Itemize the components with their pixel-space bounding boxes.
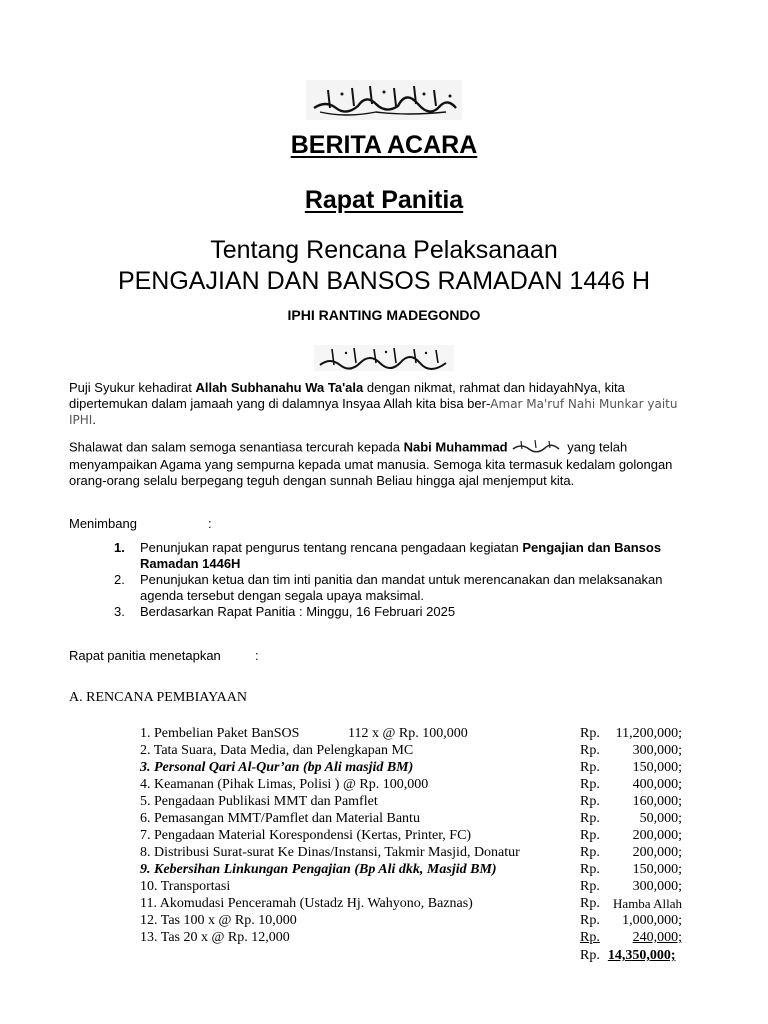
list-item-text: Penunjukan ketua dan tim inti panitia dan mandat untuk merencanakan dan melaksanakan agenda tersebut dengan segala upaya maksimal. <box>140 572 663 603</box>
topic-line-2: PENGAJIAN DAN BANSOS RAMADAN 1446 H <box>117 267 651 295</box>
basmalah-calligraphy <box>306 80 462 120</box>
budget-item-amount: 150,000; <box>632 862 682 877</box>
shalawat-text-bold: Nabi Muhammad <box>403 439 508 455</box>
budget-row <box>140 742 690 759</box>
list-item <box>114 604 674 620</box>
budget-total <box>580 948 676 964</box>
budget-row <box>140 759 690 776</box>
considering-colon: : <box>208 516 212 531</box>
opening-text-c: . <box>92 412 96 427</box>
list-item <box>114 540 674 572</box>
opening-text-bold: Allah Subhanahu Wa Ta'ala <box>195 380 364 395</box>
budget-row <box>140 725 690 742</box>
decides-label: Rapat panitia menetapkan <box>69 648 221 663</box>
decides-colon: : <box>255 648 259 663</box>
budget-item-currency: Rp. <box>580 879 600 894</box>
list-item-number: 3. <box>114 604 125 619</box>
budget-item-amount: 300,000; <box>632 879 682 894</box>
budget-item-description: 13. Tas 20 x @ Rp. 12,000 <box>140 930 290 945</box>
budget-item-amount: 200,000; <box>632 828 682 843</box>
budget-item-currency: Rp. <box>580 811 600 826</box>
opening-text-a: Puji Syukur kehadirat <box>69 380 196 395</box>
budget-row <box>140 776 690 793</box>
budget-item-description: 11. Akomudasi Penceramah (Ustadz Hj. Wahyono, Baznas) <box>140 896 473 911</box>
budget-item-currency: Rp. <box>580 743 600 758</box>
total-currency: Rp. <box>580 948 600 963</box>
considering-label: Menimbang <box>69 516 137 531</box>
budget-item-amount: Hamba Allah <box>613 896 682 911</box>
budget-item-amount: 11,200,000; <box>615 726 682 741</box>
budget-item-quantity: 112 x @ Rp. 100,000 <box>348 726 468 741</box>
list-item-number: 2. <box>114 572 125 587</box>
budget-row <box>140 844 690 861</box>
topic-line-1: Tentang Rencana Pelaksanaan <box>210 236 558 264</box>
budget-item-amount: 150,000; <box>632 760 682 775</box>
budget-item-amount: 1,000,000; <box>622 913 682 928</box>
total-amount: 14,350,000; <box>607 948 676 963</box>
budget-row <box>140 827 690 844</box>
budget-item-currency: Rp. <box>580 913 600 928</box>
budget-item-description: 7. Pengadaan Material Korespondensi (Kertas, Printer, FC) <box>140 828 472 843</box>
budget-row <box>140 793 690 810</box>
budget-row <box>140 895 690 912</box>
list-item-text: Berdasarkan Rapat Panitia : Minggu, 16 Februari 2025 <box>140 604 456 619</box>
budget-item-description: 4. Keamanan (Pihak Limas, Polisi ) @ Rp. 100,000 <box>140 777 429 792</box>
budget-item-amount: 300,000; <box>632 743 682 758</box>
saw-calligraphy <box>511 439 561 457</box>
list-item-text: Penunjukan rapat pengurus tentang rencana pengadaan kegiatan <box>140 540 523 555</box>
budget-item-currency: Rp. <box>580 777 600 792</box>
section-heading: A. RENCANA PEMBIAYAAN <box>69 690 248 705</box>
budget-item-amount: 400,000; <box>632 777 682 792</box>
list-item-number: 1. <box>114 540 125 555</box>
budget-item-description: 1. Pembelian Paket BanSOS <box>140 726 300 741</box>
opening-paragraph <box>69 380 694 428</box>
list-item-bold: Pengajian dan Bansos Ramadan 1446H <box>140 540 662 571</box>
budget-row <box>140 861 690 878</box>
budget-row <box>140 878 690 895</box>
budget-row <box>140 810 690 827</box>
budget-item-description: 8. Distribusi Surat-surat Ke Dinas/Instansi, Takmir Masjid, Donatur <box>140 845 520 860</box>
document-subtitle: Rapat Panitia <box>304 186 464 214</box>
list-item <box>114 572 674 604</box>
shalawat-text-a: Shalawat dan salam semoga senantiasa tercurah kepada <box>69 439 404 455</box>
opening-text-amar: Amar Ma'ruf Nahi Munkar yaitu IPHI <box>69 397 678 427</box>
budget-item-description: 5. Pengadaan Publikasi MMT dan Pamflet <box>140 794 378 809</box>
budget-item-description: 6. Pemasangan MMT/Pamflet dan Material Bantu <box>140 811 420 826</box>
budget-item-currency: Rp. <box>580 760 600 775</box>
budget-list <box>140 725 690 946</box>
budget-item-description: 12. Tas 100 x @ Rp. 10,000 <box>140 913 297 928</box>
budget-item-currency: Rp. <box>580 845 600 860</box>
shalawat-text-b: yang telah menyampaikan Agama yang sempurna kepada umat manusia. Semoga kita termasuk kedalam golongan orang-orang selalu berpegang teguh dengan sunnah Beliau hingga ajal menjemput kita. <box>69 439 673 488</box>
budget-item-description: 10. Transportasi <box>140 879 231 894</box>
budget-item-amount: 160,000; <box>632 794 682 809</box>
shalawat-paragraph <box>69 439 694 489</box>
budget-item-currency: Rp. <box>580 726 600 741</box>
document-title: BERITA ACARA <box>290 131 478 159</box>
budget-item-amount: 200,000; <box>632 845 682 860</box>
considering-list <box>114 540 674 620</box>
budget-item-amount: 50,000; <box>639 811 682 826</box>
budget-item-currency: Rp. <box>580 930 600 945</box>
budget-item-description: 2. Tata Suara, Data Media, dan Pelengkapan MC <box>140 743 414 758</box>
budget-item-amount: 240,000; <box>632 930 682 945</box>
budget-row <box>140 912 690 929</box>
opening-text-b: dengan nikmat, rahmat dan hidayahNya, kita dipertemukan dalam jamaah yang di dalamnya Insyaa Allah kita bisa ber- <box>69 380 625 411</box>
budget-item-currency: Rp. <box>580 896 600 911</box>
salam-calligraphy <box>314 345 454 371</box>
budget-item-currency: Rp. <box>580 862 600 877</box>
budget-item-currency: Rp. <box>580 828 600 843</box>
budget-row <box>140 929 690 946</box>
budget-item-description: 3. Personal Qari Al-Qur’an (bp Ali masjid BM) <box>140 760 414 775</box>
budget-item-currency: Rp. <box>580 794 600 809</box>
budget-item-description: 9. Kebersihan Linkungan Pengajian (Bp Ali dkk, Masjid BM) <box>140 862 497 877</box>
organization-name: IPHI RANTING MADEGONDO <box>287 307 481 323</box>
